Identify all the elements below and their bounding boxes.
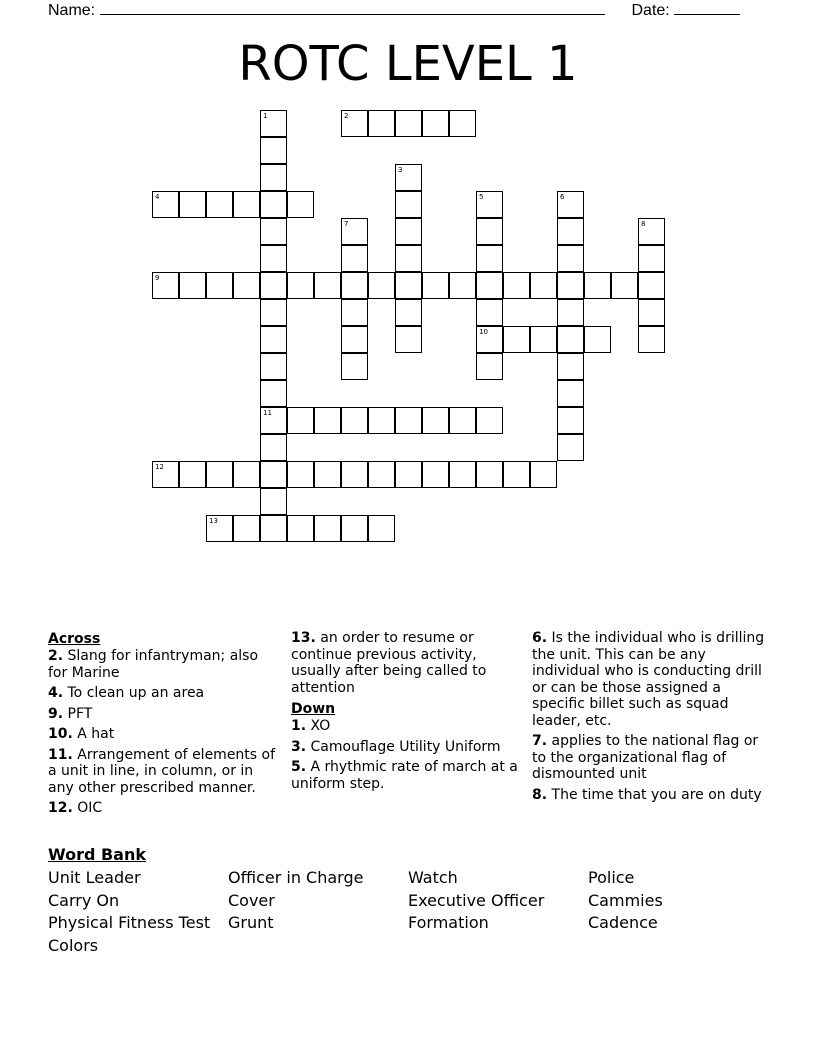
grid-cell[interactable] <box>179 191 206 218</box>
grid-cell[interactable] <box>395 272 422 299</box>
grid-cell[interactable] <box>206 191 233 218</box>
clue-text: Slang for infantryman; also for Marine <box>48 648 259 681</box>
grid-cell[interactable] <box>584 272 611 299</box>
clue-number: 11. <box>48 746 73 763</box>
grid-cell[interactable] <box>422 272 449 299</box>
clue-text: Arrangement of elements of a unit in line, in column, or in any other prescribed manner. <box>48 746 276 796</box>
grid-cell[interactable] <box>476 299 503 326</box>
word-bank-item: Officer in Charge <box>228 868 364 887</box>
grid-cell[interactable] <box>341 110 368 137</box>
grid-cell[interactable] <box>476 191 503 218</box>
grid-cell[interactable] <box>260 299 287 326</box>
clue <box>291 630 519 696</box>
word-bank-item: Carry On <box>48 891 120 910</box>
grid-cell[interactable] <box>314 515 341 542</box>
word-bank-item: Police <box>588 868 635 887</box>
word-bank-item: Cadence <box>588 913 658 932</box>
clue <box>532 630 768 729</box>
grid-cell[interactable] <box>287 515 314 542</box>
grid-cell[interactable] <box>341 272 368 299</box>
clue-number: 5. <box>291 759 307 775</box>
grid-cell[interactable] <box>341 407 368 434</box>
grid-cell[interactable] <box>557 218 584 245</box>
grid-cell[interactable] <box>260 407 287 434</box>
grid-cell[interactable] <box>557 191 584 218</box>
grid-cell[interactable] <box>341 245 368 272</box>
grid-cell[interactable] <box>233 461 260 488</box>
clue-number: 13. <box>291 630 316 646</box>
grid-cell[interactable] <box>341 299 368 326</box>
clue-text: applies to the national flag or to the organizational flag of dismounted unit <box>532 733 759 782</box>
clue-number: 1. <box>291 718 307 734</box>
grid-cell[interactable] <box>611 272 638 299</box>
grid-cell[interactable] <box>449 407 476 434</box>
grid-cell[interactable] <box>206 515 233 542</box>
clue <box>532 733 768 783</box>
grid-cell[interactable] <box>233 191 260 218</box>
grid-cell[interactable] <box>368 110 395 137</box>
cell-number: 12 <box>155 463 164 471</box>
grid-cell[interactable] <box>260 245 287 272</box>
grid-cell[interactable] <box>557 434 584 461</box>
word-bank-item: Watch <box>408 868 458 887</box>
grid-cell[interactable] <box>476 461 503 488</box>
grid-cell[interactable] <box>152 272 179 299</box>
grid-cell[interactable] <box>395 299 422 326</box>
grid-cell[interactable] <box>422 461 449 488</box>
grid-cell[interactable] <box>530 461 557 488</box>
grid-cell[interactable] <box>152 191 179 218</box>
grid-cell[interactable] <box>449 461 476 488</box>
clue <box>291 759 519 792</box>
grid-cell[interactable] <box>233 515 260 542</box>
clues-column-1 <box>48 630 278 821</box>
cell-number: 13 <box>209 517 218 525</box>
clues-column-2 <box>291 630 519 796</box>
word-bank-item: Unit Leader <box>48 868 141 887</box>
clue-text: XO <box>306 718 331 734</box>
page-title: ROTC LEVEL 1 <box>238 36 578 92</box>
word-bank-item: Cover <box>228 891 275 910</box>
grid-cell[interactable] <box>395 191 422 218</box>
cell-number: 10 <box>479 328 488 336</box>
grid-cell[interactable] <box>206 461 233 488</box>
cell-number: 5 <box>479 193 484 201</box>
grid-cell[interactable] <box>287 407 314 434</box>
grid-cell[interactable] <box>314 461 341 488</box>
grid-cell[interactable] <box>557 380 584 407</box>
word-bank-title: Word Bank <box>48 845 147 864</box>
clue <box>48 706 278 723</box>
grid-cell[interactable] <box>341 515 368 542</box>
grid-cell[interactable] <box>206 272 233 299</box>
grid-cell[interactable] <box>260 488 287 515</box>
grid-cell[interactable] <box>557 272 584 299</box>
clue <box>48 800 278 817</box>
grid-cell[interactable] <box>584 326 611 353</box>
clue-number: 10. <box>48 726 73 742</box>
grid-cell[interactable] <box>422 110 449 137</box>
grid-cell[interactable] <box>638 245 665 272</box>
grid-cell[interactable] <box>395 164 422 191</box>
cell-number: 3 <box>398 166 403 174</box>
grid-cell[interactable] <box>395 245 422 272</box>
grid-cell[interactable] <box>476 407 503 434</box>
grid-cell[interactable] <box>152 461 179 488</box>
clue-text: OIC <box>72 800 103 816</box>
clue <box>48 648 278 681</box>
grid-cell[interactable] <box>260 272 287 299</box>
clue-text: A rhythmic rate of march at a uniform step. <box>291 759 518 792</box>
grid-cell[interactable] <box>476 218 503 245</box>
clue <box>48 747 278 797</box>
grid-cell[interactable] <box>260 191 287 218</box>
grid-cell[interactable] <box>341 461 368 488</box>
grid-cell[interactable] <box>395 461 422 488</box>
grid-cell[interactable] <box>557 353 584 380</box>
grid-cell[interactable] <box>287 272 314 299</box>
clue-number: 12. <box>48 800 73 816</box>
word-bank-item: Formation <box>408 913 489 932</box>
cell-number: 2 <box>344 112 349 120</box>
cell-number: 11 <box>263 409 272 417</box>
clue-text: The time that you are on duty <box>547 786 762 803</box>
grid-cell[interactable] <box>368 461 395 488</box>
grid-cell[interactable] <box>260 326 287 353</box>
grid-cell[interactable] <box>260 434 287 461</box>
cell-number: 1 <box>263 112 268 120</box>
clue <box>48 726 278 743</box>
grid-cell[interactable] <box>260 137 287 164</box>
word-bank-item: Colors <box>48 936 99 955</box>
grid-cell[interactable] <box>260 353 287 380</box>
clues-column-3 <box>532 630 768 807</box>
down-heading: Down <box>291 701 336 717</box>
grid-cell[interactable] <box>260 380 287 407</box>
grid-cell[interactable] <box>638 326 665 353</box>
clue-text: Is the individual who is drilling the unit. This can be any individual who is conducting drill or can be those assigned a specific billet such as squad leader, etc. <box>532 630 765 729</box>
grid-cell[interactable] <box>368 515 395 542</box>
cell-number: 7 <box>344 220 349 228</box>
grid-cell[interactable] <box>557 299 584 326</box>
grid-cell[interactable] <box>449 272 476 299</box>
grid-cell[interactable] <box>341 353 368 380</box>
word-bank-item: Physical Fitness Test <box>48 913 211 932</box>
grid-cell[interactable] <box>287 191 314 218</box>
grid-cell[interactable] <box>179 461 206 488</box>
grid-cell[interactable] <box>530 272 557 299</box>
grid-cell[interactable] <box>314 272 341 299</box>
clue <box>48 685 278 702</box>
grid-cell[interactable] <box>314 407 341 434</box>
clue-text: A hat <box>72 726 115 742</box>
name-label: Name: <box>48 2 96 19</box>
grid-cell[interactable] <box>179 272 206 299</box>
grid-cell[interactable] <box>557 326 584 353</box>
grid-cell[interactable] <box>287 461 314 488</box>
grid-cell[interactable] <box>557 407 584 434</box>
cell-number: 9 <box>155 274 160 282</box>
clue-number: 2. <box>48 648 64 664</box>
grid-cell[interactable] <box>422 407 449 434</box>
clue-number: 6. <box>532 630 548 646</box>
grid-cell[interactable] <box>395 407 422 434</box>
clue-number: 9. <box>48 705 64 722</box>
clue-text: To clean up an area <box>63 685 205 701</box>
grid-cell[interactable] <box>476 326 503 353</box>
word-bank-item: Grunt <box>228 913 274 932</box>
grid-cell[interactable] <box>557 245 584 272</box>
grid-cell[interactable] <box>260 461 287 488</box>
grid-cell[interactable] <box>260 110 287 137</box>
grid-cell[interactable] <box>530 326 557 353</box>
grid-cell[interactable] <box>368 272 395 299</box>
grid-cell[interactable] <box>449 110 476 137</box>
grid-cell[interactable] <box>476 272 503 299</box>
clue-text: Camouflage Utility Uniform <box>306 738 501 755</box>
grid-cell[interactable] <box>395 110 422 137</box>
grid-cell[interactable] <box>503 461 530 488</box>
grid-cell[interactable] <box>503 272 530 299</box>
grid-cell[interactable] <box>260 218 287 245</box>
word-bank-item: Executive Officer <box>408 891 545 910</box>
word-bank-item: Cammies <box>588 891 663 910</box>
grid-cell[interactable] <box>233 272 260 299</box>
clue <box>291 739 519 756</box>
clue <box>291 718 519 735</box>
grid-cell[interactable] <box>638 272 665 299</box>
grid-cell[interactable] <box>395 218 422 245</box>
clue <box>532 787 768 804</box>
grid-cell[interactable] <box>638 299 665 326</box>
grid-cell[interactable] <box>260 515 287 542</box>
clue-text: an order to resume or continue previous activity, usually after being called to attention <box>291 630 487 696</box>
clue-number: 8. <box>532 786 548 803</box>
cell-number: 6 <box>560 193 565 201</box>
clue-number: 4. <box>48 685 64 701</box>
grid-cell[interactable] <box>476 245 503 272</box>
clue-number: 7. <box>532 733 548 749</box>
grid-cell[interactable] <box>395 326 422 353</box>
clue-text: PFT <box>63 705 93 722</box>
grid-cell[interactable] <box>341 218 368 245</box>
grid-cell[interactable] <box>260 164 287 191</box>
grid-cell[interactable] <box>476 353 503 380</box>
cell-number: 8 <box>641 220 646 228</box>
date-label: Date: <box>631 2 670 19</box>
grid-cell[interactable] <box>368 407 395 434</box>
grid-cell[interactable] <box>638 218 665 245</box>
clue-number: 3. <box>291 738 307 755</box>
cell-number: 4 <box>155 193 160 201</box>
grid-cell[interactable] <box>341 326 368 353</box>
grid-cell[interactable] <box>503 326 530 353</box>
across-heading: Across <box>48 631 101 647</box>
